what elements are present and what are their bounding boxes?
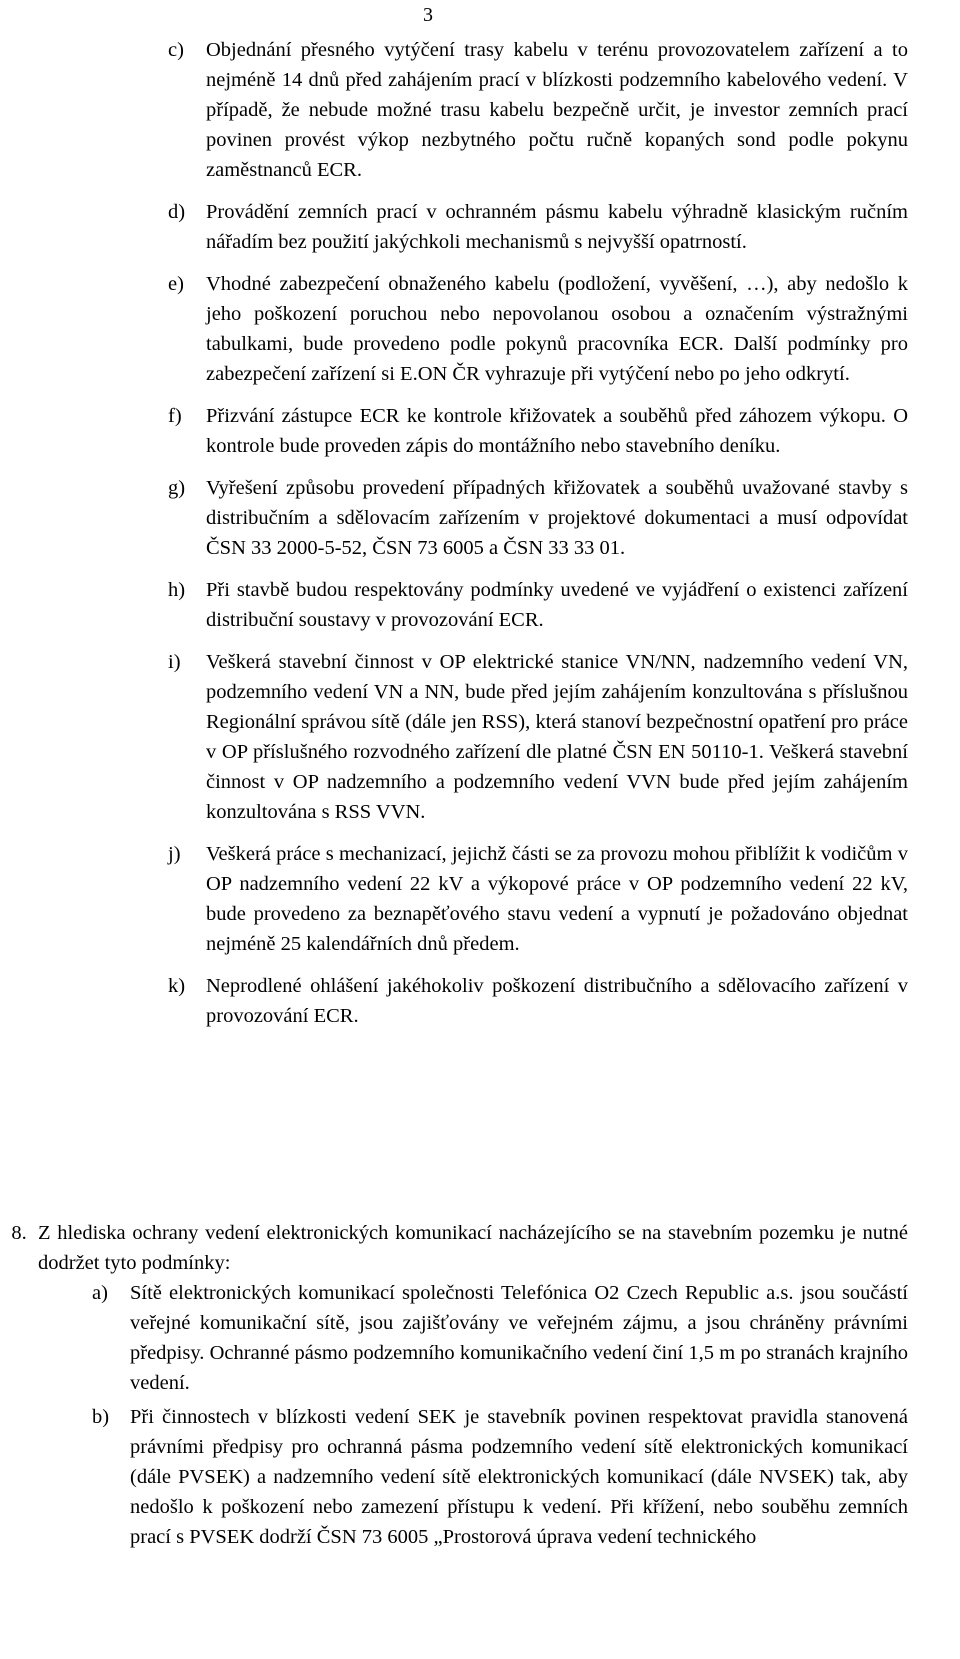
item-text: Objednání přesného vytýčení trasy kabelu v terénu provozovatelem zařízení a to nejméně 14 dnů před zahájením prací v blízkosti podzemního kabelového vedení. V případě, že nebude možné trasu kabelu bezpečně určit, je investor zemních prací povinen provést výkop nezbytného počtu ručně kopaných sond podle pokynu zaměstnanců ECR. [206,39,908,181]
section-number: 8. [11,1222,27,1244]
item-label: b) [92,1406,110,1428]
item-text: Přizvání zástupce ECR ke kontrole křižovatek a souběhů před záhozem výkopu. O kontrole bude proveden zápis do montážního nebo stavebního deníku. [206,405,908,457]
item-label: j) [168,843,181,865]
item-label: e) [168,273,184,295]
item-text: Při činnostech v blízkosti vedení SEK je stavebník povinen respektovat pravidla stanovená právními předpisy pro ochranná pásma podzemního vedení sítě elektronických komunikací (dále PVSEK) a nadzemního vedení sítě elektronických komunikací (dále NVSEK) tak, aby nedošlo k poškození nebo zamezení přístupu k vedení. Při křížení, nebo souběhu zemních prací s PVSEK dodrží ČSN 73 6005 „Prostorová úprava vedení technického [130,1406,908,1548]
item-text: Při stavbě budou respektovány podmínky uvedené ve vyjádření o existenci zařízení distribuční soustavy v provozování ECR. [206,579,908,631]
item-label: c) [168,39,184,61]
item-label: g) [168,477,186,499]
item-text: Neprodlené ohlášení jakéhokoliv poškození distribučního a sdělovacího zařízení v provozování ECR. [206,975,908,1027]
list-item-c [168,35,908,185]
list-item-e [168,269,908,389]
item-text: Provádění zemních prací v ochranném pásmu kabelu výhradně klasickým ručním nářadím bez použití jakýchkoli mechanismů s nejvyšší opatrností. [206,201,908,253]
item-label: f) [168,405,182,427]
item-label: i) [168,651,181,673]
item-text: Vhodné zabezpečení obnaženého kabelu (podložení, vyvěšení, …), aby nedošlo k jeho poškození poruchou nebo nepovolanou osobou a označením výstražnými tabulkami, bude provedeno podle pokynů pracovníka ECR. Další podmínky pro zabezpečení zařízení si E.ON ČR vyhrazuje při vytýčení nebo po jeho odkrytí. [206,273,908,385]
section-8-list [92,1278,908,1552]
list-item-a [92,1278,908,1398]
page-number: 3 [423,4,433,26]
item-label: k) [168,975,186,997]
section-intro: Z hlediska ochrany vedení elektronických komunikací nacházejícího se na stavebním pozemku je nutné dodržet tyto podmínky: [38,1222,908,1274]
conditions-list [168,35,908,1043]
list-item-b [92,1402,908,1552]
list-item-j [168,839,908,959]
list-item-f [168,401,908,461]
list-item-i [168,647,908,827]
item-text: Vyřešení způsobu provedení případných křižovatek a souběhů uvažované stavby s distribučním a sdělovacím zařízením v projektové dokumentaci a musí odpovídat ČSN 33 2000-5-52, ČSN 73 6005 a ČSN 33 33 01. [206,477,908,559]
list-item-g [168,473,908,563]
item-label: a) [92,1282,108,1304]
list-item-d [168,197,908,257]
item-text: Veškerá stavební činnost v OP elektrické stanice VN/NN, nadzemního vedení VN, podzemního vedení VN a NN, bude před jejím zahájením konzultována s příslušnou Regionální správou sítě (dále jen RSS), která stanoví bezpečnostní opatření pro práce v OP příslušného rozvodného zařízení dle platné ČSN EN 50110-1. Veškerá stavební činnost v OP nadzemního a podzemního vedení VVN bude před jejím zahájením konzultována s RSS VVN. [206,651,908,823]
item-label: h) [168,579,186,601]
item-label: d) [168,201,186,223]
list-item-k [168,971,908,1031]
section-heading [0,1218,908,1278]
list-item-h [168,575,908,635]
item-text: Veškerá práce s mechanizací, jejichž části se za provozu mohou přiblížit k vodičům v OP nadzemního vedení 22 kV a výkopové práce v OP podzemního vedení 22 kV, bude provedeno za beznapěťového stavu vedení a vypnutí je požadováno objednat nejméně 25 kalendářních dnů předem. [206,843,908,955]
section-8 [0,1218,908,1556]
item-text: Sítě elektronických komunikací společnosti Telefónica O2 Czech Republic a.s. jsou součástí veřejné komunikační sítě, jsou zajišťovány ve veřejném zájmu, a jsou chráněny právními předpisy. Ochranné pásmo podzemního komunikačního vedení činí 1,5 m po stranách krajního vedení. [130,1282,908,1394]
